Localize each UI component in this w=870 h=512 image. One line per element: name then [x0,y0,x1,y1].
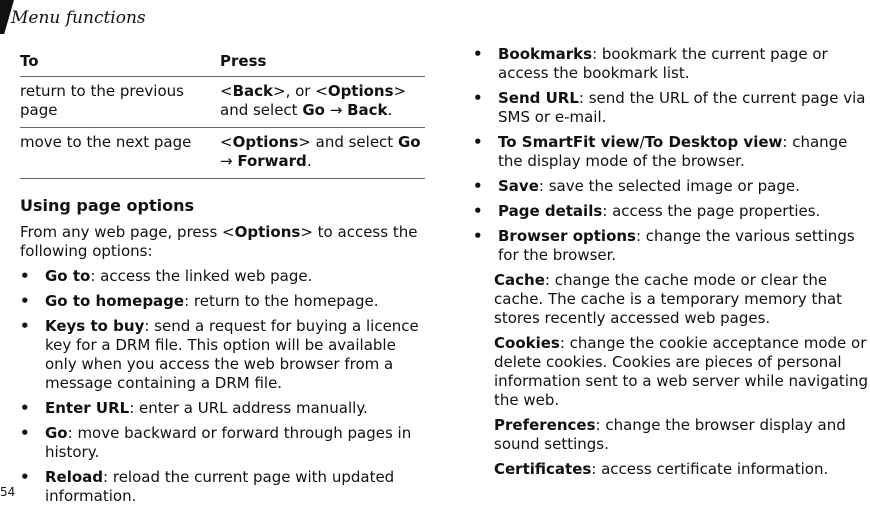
sub-option-name: Cache [494,271,545,289]
option-desc: : access the linked web page. [90,267,313,285]
column-header-press: Press [220,52,425,77]
option-desc: : save the selected image or page. [538,177,800,195]
table-cell-press [220,128,425,179]
option-name: Bookmarks [498,45,593,63]
right-option-list [473,45,868,265]
bullet-icon: • [473,202,483,220]
key-name: Options [327,82,394,100]
list-item [20,399,425,418]
key-name: Go [302,101,325,119]
bullet-icon: • [473,89,483,107]
list-item [473,227,868,265]
text-fragment: From any web page, press < [20,223,235,241]
bullet-icon: • [20,399,30,417]
bullet-icon: • [473,133,483,151]
list-item [473,45,868,83]
text-fragment: . [387,101,393,119]
option-name: Page details [498,202,603,220]
table-cell-to: move to the next page [20,128,220,179]
list-item [20,267,425,286]
key-name: Back [232,82,274,100]
list-item [473,133,868,171]
text-fragment: < [220,82,233,100]
navigation-table [20,52,425,179]
option-desc: : change the various settings for the browser. [498,227,855,264]
option-desc: : change the display mode of the browser. [498,133,848,170]
option-name: Enter URL [45,399,130,417]
page-header-title: Menu functions [11,8,146,28]
option-name: Save [498,177,539,195]
text-fragment: > and select [298,133,398,151]
table-row [20,128,425,179]
sub-option-desc: : change the browser display and sound settings. [494,416,846,453]
intro-text [20,223,425,261]
bullet-icon: • [20,424,30,442]
bullet-icon: • [473,227,483,245]
table-cell-press [220,77,425,128]
text-fragment: < [220,133,233,151]
bullet-icon: • [20,267,30,285]
key-name: Back [347,101,388,119]
bullet-icon: • [20,292,30,310]
sub-option-desc: : access certificate information. [591,460,829,478]
option-name: Reload [45,468,104,486]
sub-option-name: Preferences [494,416,596,434]
sub-option-name: Cookies [494,334,560,352]
arrow-icon: → [324,101,348,119]
bullet-icon: • [473,177,483,195]
section-heading: Using page options [20,196,195,215]
key-name: Options [234,223,301,241]
option-name: Browser options [498,227,636,245]
sub-option-desc: : change the cookie acceptance mode or delete cookies. Cookies are pieces of personal information sent to a web server while navigating the web. [494,334,869,409]
table-header-row [20,52,425,77]
key-name: Forward [237,152,307,170]
option-name: Send URL [498,89,579,107]
list-item [20,292,425,311]
option-desc: : send a request for buying a licence key for a DRM file. This option will be available only when you access the web browser from a message containing a DRM file. [45,317,419,392]
key-name: Options [232,133,299,151]
option-desc: : return to the homepage. [184,292,379,310]
sub-item [473,271,868,328]
bullet-icon: • [473,45,483,63]
table-cell-to: return to the previous page [20,77,220,128]
sub-item [473,460,868,479]
bullet-icon: • [20,468,30,486]
sub-option-desc: : change the cache mode or clear the cache. The cache is a temporary memory that stores recently accessed web pages. [494,271,843,327]
option-name: To Desktop view [644,133,783,151]
sub-item [473,416,868,454]
list-item [473,89,868,127]
list-item [20,317,425,393]
arrow-icon: → [220,152,238,170]
option-name: Go to homepage [45,292,185,310]
option-separator: / [639,133,645,151]
option-desc: : bookmark the current page or access the bookmark list. [498,45,828,82]
right-column [473,45,868,485]
option-desc: : move backward or forward through pages in history. [45,424,412,461]
option-name: Keys to buy [45,317,145,335]
option-desc: : enter a URL address manually. [129,399,368,417]
option-name: Go to [45,267,91,285]
left-column [20,52,425,512]
option-desc: : send the URL of the current page via SMS or e-mail. [498,89,866,126]
sub-option-name: Certificates [494,460,592,478]
browser-options-sublist [473,271,868,479]
column-header-to: To [20,52,220,77]
page-number: 54 [0,485,16,499]
list-item [473,177,868,196]
list-item [20,424,425,462]
table-row [20,77,425,128]
bullet-icon: • [20,317,30,335]
text-fragment: . [306,152,312,170]
list-item [473,202,868,221]
text-fragment: > and select [220,82,407,119]
option-name: Go [45,424,68,442]
key-name: Go [397,133,421,151]
text-fragment: > to access the following options: [20,223,418,260]
option-name: To SmartFit view [498,133,640,151]
left-option-list [20,267,425,506]
list-item [20,468,425,506]
sub-item [473,334,868,410]
option-desc: : access the page properties. [602,202,821,220]
text-fragment: >, or < [273,82,328,100]
option-desc: : reload the current page with updated information. [45,468,395,505]
